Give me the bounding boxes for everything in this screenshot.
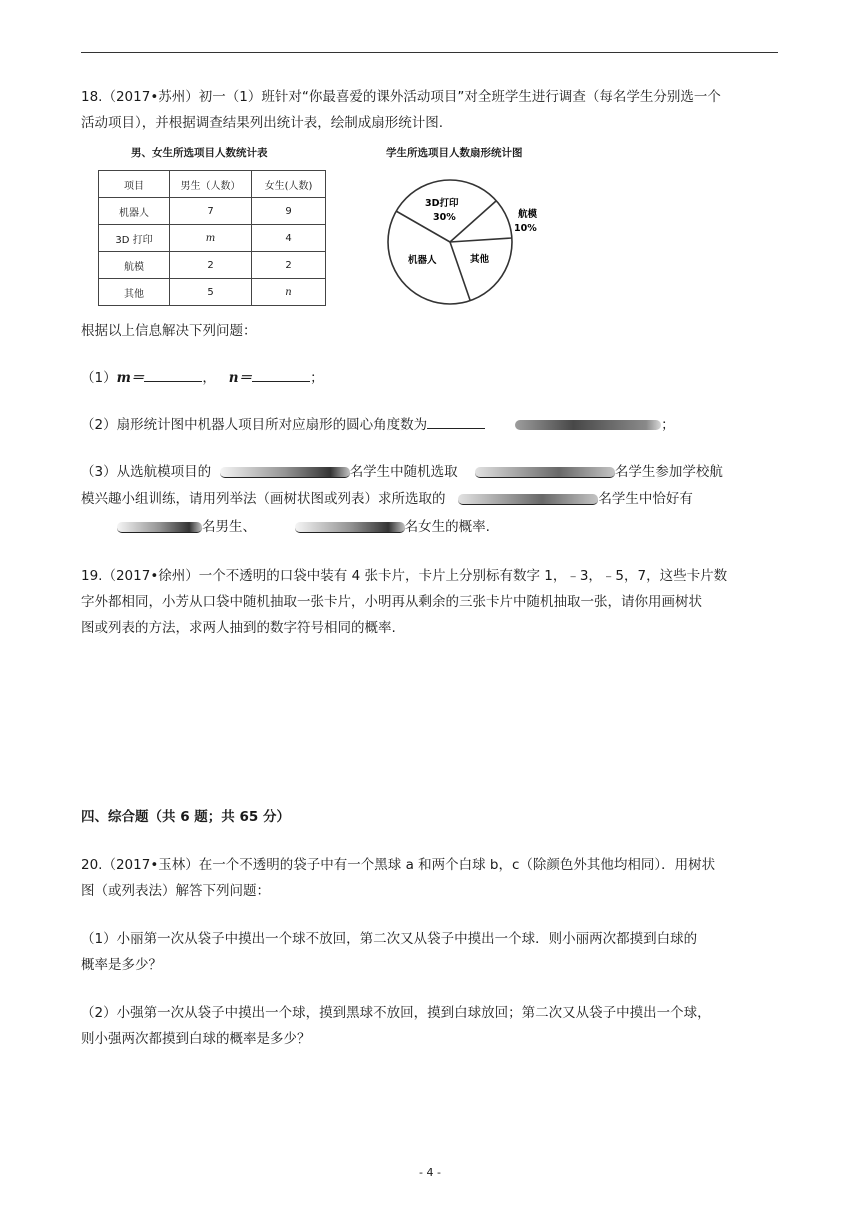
- table-cell: 3D 打印: [99, 225, 170, 252]
- part-number: （1）: [81, 370, 117, 386]
- part3-text: 名男生、: [202, 519, 256, 535]
- q20-line2: 图（或列表法）解答下列问题：: [81, 883, 270, 899]
- table-header-cell: 项目: [99, 171, 170, 198]
- table-cell: 其他: [99, 279, 170, 306]
- line-end: ；: [661, 417, 675, 433]
- table-cell: n: [252, 279, 326, 306]
- table-cell: 机器人: [99, 198, 170, 225]
- answer-blank-m[interactable]: [144, 367, 202, 382]
- q20-part1-line2: 概率是多少？: [81, 957, 162, 973]
- table-cell: 9: [252, 198, 326, 225]
- table-header-cell: 男生（人数）: [170, 171, 252, 198]
- q19-line2: 字外都相同，小芳从口袋中随机抽取一张卡片，小明再从剩余的三张卡片中随机抽取一张，请你用画树状: [81, 594, 702, 610]
- var-n-label: n＝: [228, 370, 253, 386]
- q19-line1: 19.（2017•徐州）一个不透明的口袋中装有 4 张卡片，卡片上分别标有数字 1，﹣3，﹣5，7，这些卡片数: [81, 568, 728, 584]
- pie-label-robot: 机器人: [408, 255, 437, 266]
- pie-label-other: 其他: [470, 254, 490, 265]
- table-row: [99, 225, 326, 252]
- blurred-formula: [515, 420, 661, 430]
- header-rule: [81, 52, 778, 53]
- answer-blank-n[interactable]: [252, 367, 310, 382]
- q18-part1: [81, 365, 781, 391]
- part3-text: 名女生的概率.: [404, 519, 490, 535]
- table-row: [99, 252, 326, 279]
- blurred-formula: [458, 494, 598, 505]
- table-cell: 2: [170, 252, 252, 279]
- section-title: 四、综合题（共 6 题；共 65 分）: [81, 809, 290, 825]
- part2-text: （2）扇形统计图中机器人项目所对应扇形的圆心角度数为: [81, 417, 428, 433]
- table-cell: 7: [170, 198, 252, 225]
- pie-chart-title: 学生所选项目人数扇形统计图: [386, 147, 523, 159]
- var-m-label: m＝: [116, 370, 145, 386]
- table-cell: 2: [252, 252, 326, 279]
- table-cell: 4: [252, 225, 326, 252]
- q18-stem-line1: 18.（2017•苏州）初一（1）班针对“你最喜爱的课外活动项目”对全班学生进行调查（每名学生分别选一个: [81, 89, 721, 105]
- part3-text: （3）从选航模项目的: [81, 464, 212, 480]
- table-cell: 5: [170, 279, 252, 306]
- q18-stem-line2: 活动项目），并根据调查结果列出统计表，绘制成扇形统计图.: [81, 115, 444, 131]
- table-header-row: [99, 171, 326, 198]
- table-cell: 航模: [99, 252, 170, 279]
- pie-divider: [450, 242, 470, 300]
- table-header-cell: 女生(人数): [252, 171, 326, 198]
- q18-part3-line1: [81, 459, 781, 485]
- pie-label-aero-pct: 10%: [514, 223, 537, 234]
- blurred-formula: [295, 522, 405, 533]
- pie-label-3d-pct: 30%: [433, 212, 456, 223]
- blurred-formula: [475, 467, 615, 478]
- line-end: ；: [310, 370, 324, 386]
- part3-text: 名学生中恰好有: [598, 491, 693, 507]
- part3-text: 名学生中随机选取: [349, 464, 458, 480]
- q20-part2-line1: （2）小强第一次从袋子中摸出一个球，摸到黑球不放回，摸到白球放回；第二次又从袋子中摸出一个球，: [81, 1005, 711, 1021]
- part3-text: 名学生参加学校航: [614, 464, 723, 480]
- q18-part2: [81, 412, 781, 438]
- table-cell: m: [170, 225, 252, 252]
- q18-intro: 根据以上信息解决下列问题：: [81, 323, 257, 339]
- page-number: - 4 -: [419, 1166, 441, 1179]
- q18-part3-line3: [117, 514, 817, 540]
- answer-blank-angle[interactable]: [427, 414, 485, 429]
- q20-part1-line1: （1）小丽第一次从袋子中摸出一个球不放回，第二次又从袋子中摸出一个球．则小丽两次都摸到白球的: [81, 931, 698, 947]
- pie-divider: [450, 238, 512, 242]
- pie-label-aero: 航模: [518, 209, 538, 220]
- part3-text: 模兴趣小组训练，请用列举法（画树状图或列表）求所选取的: [81, 491, 446, 507]
- blurred-formula: [220, 467, 350, 478]
- q18-part3-line2: [81, 486, 781, 512]
- q20-line1: 20.（2017•玉林）在一个不透明的袋子中有一个黑球 a 和两个白球 b，c（除颜色外其他均相同）．用树状: [81, 857, 716, 873]
- separator: ，: [202, 370, 216, 386]
- table-row: [99, 198, 326, 225]
- q20-part2-line2: 则小强两次都摸到白球的概率是多少？: [81, 1031, 311, 1047]
- pie-chart: [380, 170, 550, 310]
- q19-line3: 图或列表的方法，求两人抽到的数字符号相同的概率.: [81, 620, 396, 636]
- table-row: [99, 279, 326, 306]
- statistics-table: [98, 170, 326, 306]
- pie-label-3d: 3D打印: [425, 198, 459, 209]
- table-title: 男、女生所选项目人数统计表: [131, 147, 268, 159]
- blurred-formula: [117, 522, 202, 533]
